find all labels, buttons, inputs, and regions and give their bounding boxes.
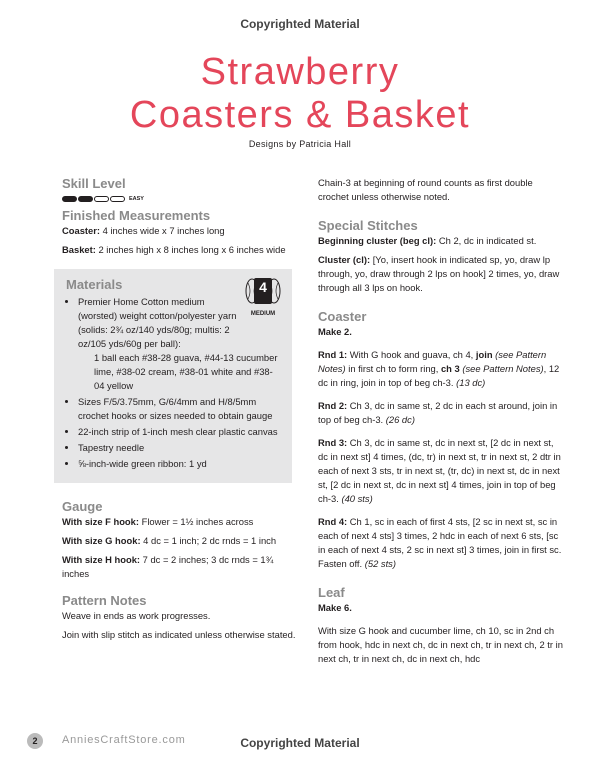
coaster-make: Make 2. [318,326,352,337]
pattern-notes-heading: Pattern Notes [62,593,147,608]
cluster-definition: Cluster (cl): [Yo, insert hook in indicated sp, yo, draw lp through, yo, draw through 2 lps on hook] 2 times, yo, draw through all 3 lps on hook. [318,254,560,293]
left-column [62,176,300,642]
page-title-line1: Strawberry [200,51,400,93]
gauge-heading: Gauge [62,499,103,514]
coaster-measurement: Coaster: 4 inches wide x 7 inches long [62,225,225,236]
materials-heading: Materials [66,277,123,292]
list-item: • ⅝-inch-wide green ribbon: 1 yd [78,457,282,471]
pattern-note: Join with slip stitch as indicated unless otherwise stated. [62,629,296,640]
yarn-weight-number: 4 [259,279,267,295]
site-url: AnniesCraftStore.com [62,734,186,746]
pattern-note: Chain-3 at beginning of round counts as first double crochet unless otherwise noted. [318,177,533,202]
skill-segment-filled [62,196,77,202]
list-item: • Sizes F/5/3.75mm, G/6/4mm and H/8/5mm crochet hooks or sizes needed to obtain gauge [78,395,282,423]
leaf-make: Make 6. [318,602,352,613]
coaster-round-4: Rnd 4: Ch 1, sc in each of first 4 sts, [2 sc in next st, sc in each of next 4 sts] 3 times, 2 hdc in each of next 6 sts, [sc in each of next 4 sts, 2 sc in next st] 3 times, join in first sc. Fasten off. (52 sts) [318,516,562,569]
skill-level-heading: Skill Level [62,176,126,191]
pattern-note: Weave in ends as work progresses. [62,610,211,621]
coaster-heading: Coaster [318,309,367,324]
special-stitches-heading: Special Stitches [318,218,418,233]
materials-list [66,295,282,471]
skill-segment-empty [110,196,125,202]
coaster-round-3: Rnd 3: Ch 3, dc in same st, dc in next st, [2 dc in next st, dc in next st] 4 times, (dc, tr) in next st, tr in next st, 2 dtr in each of next 3 sts, tr in next st, (tr, dc) in next st, dc in next st, [2 dc in next st, dc in next st] 4 times, join in top of beg ch-3. (40 sts) [318,437,561,504]
coaster-round-1: Rnd 1: With G hook and guava, ch 4, join (see Pattern Notes) in first ch to form ring, ch 3 (see Pattern Notes), 12 dc in ring, join in top of beg ch-3. (13 dc) [318,349,560,388]
yarn-weight-icon [243,277,283,317]
leaf-heading: Leaf [318,585,345,600]
finished-measurements-heading: Finished Measurements [62,208,211,223]
list-subitem: 1 ball each #38-28 guava, #44-13 cucumber lime, #38-02 cream, #38-01 white and #38-04 yellow [94,352,278,391]
leaf-instructions: With size G hook and cucumber lime, ch 10, sc in 2nd ch from hook, hdc in next ch, dc in next ch, tr in next ch, 2 tr in next ch, tr in next ch, dc in next ch, hdc [318,625,563,664]
page-title-line2: Coasters & Basket [129,94,471,136]
list-item: • Premier Home Cotton medium (worsted) weight cotton/polyester yarn (solids: 2¾ oz/140 yds/80g; multis: 2 oz/105 yds/60g per ball): [78,295,282,351]
list-item: • 22-inch strip of 1-inch mesh clear plastic canvas [78,425,282,439]
skill-level-label: EASY [129,196,144,202]
byline: Designs by Patricia Hall [248,139,352,149]
yarn-weight-label: MEDIUM [250,311,276,317]
basket-measurement: Basket: 2 inches high x 8 inches long x 6 inches wide [62,244,286,255]
gauge-g: With size G hook: 4 dc = 1 inch; 2 dc rnds = 1 inch [62,535,277,546]
copyright-header: Copyrighted Material [240,17,360,31]
copyright-footer: Copyrighted Material [240,736,360,750]
skill-segment-empty [94,196,109,202]
gauge-f: With size F hook: Flower = 1½ inches across [62,516,254,527]
right-column [318,176,566,666]
gauge-h: With size H hook: 7 dc = 2 inches; 3 dc rnds = 1¾ inches [62,554,274,579]
skill-segment-filled [78,196,93,202]
beg-cluster-definition: Beginning cluster (beg cl): Ch 2, dc in indicated st. [318,235,537,246]
list-item: • Tapestry needle [78,441,282,455]
page-number: 2 [27,733,43,749]
materials-box [54,269,292,483]
skill-level-indicator [62,195,300,203]
coaster-round-2: Rnd 2: Ch 3, dc in same st, 2 dc in each st around, join in top of beg ch-3. (26 dc) [318,400,558,425]
